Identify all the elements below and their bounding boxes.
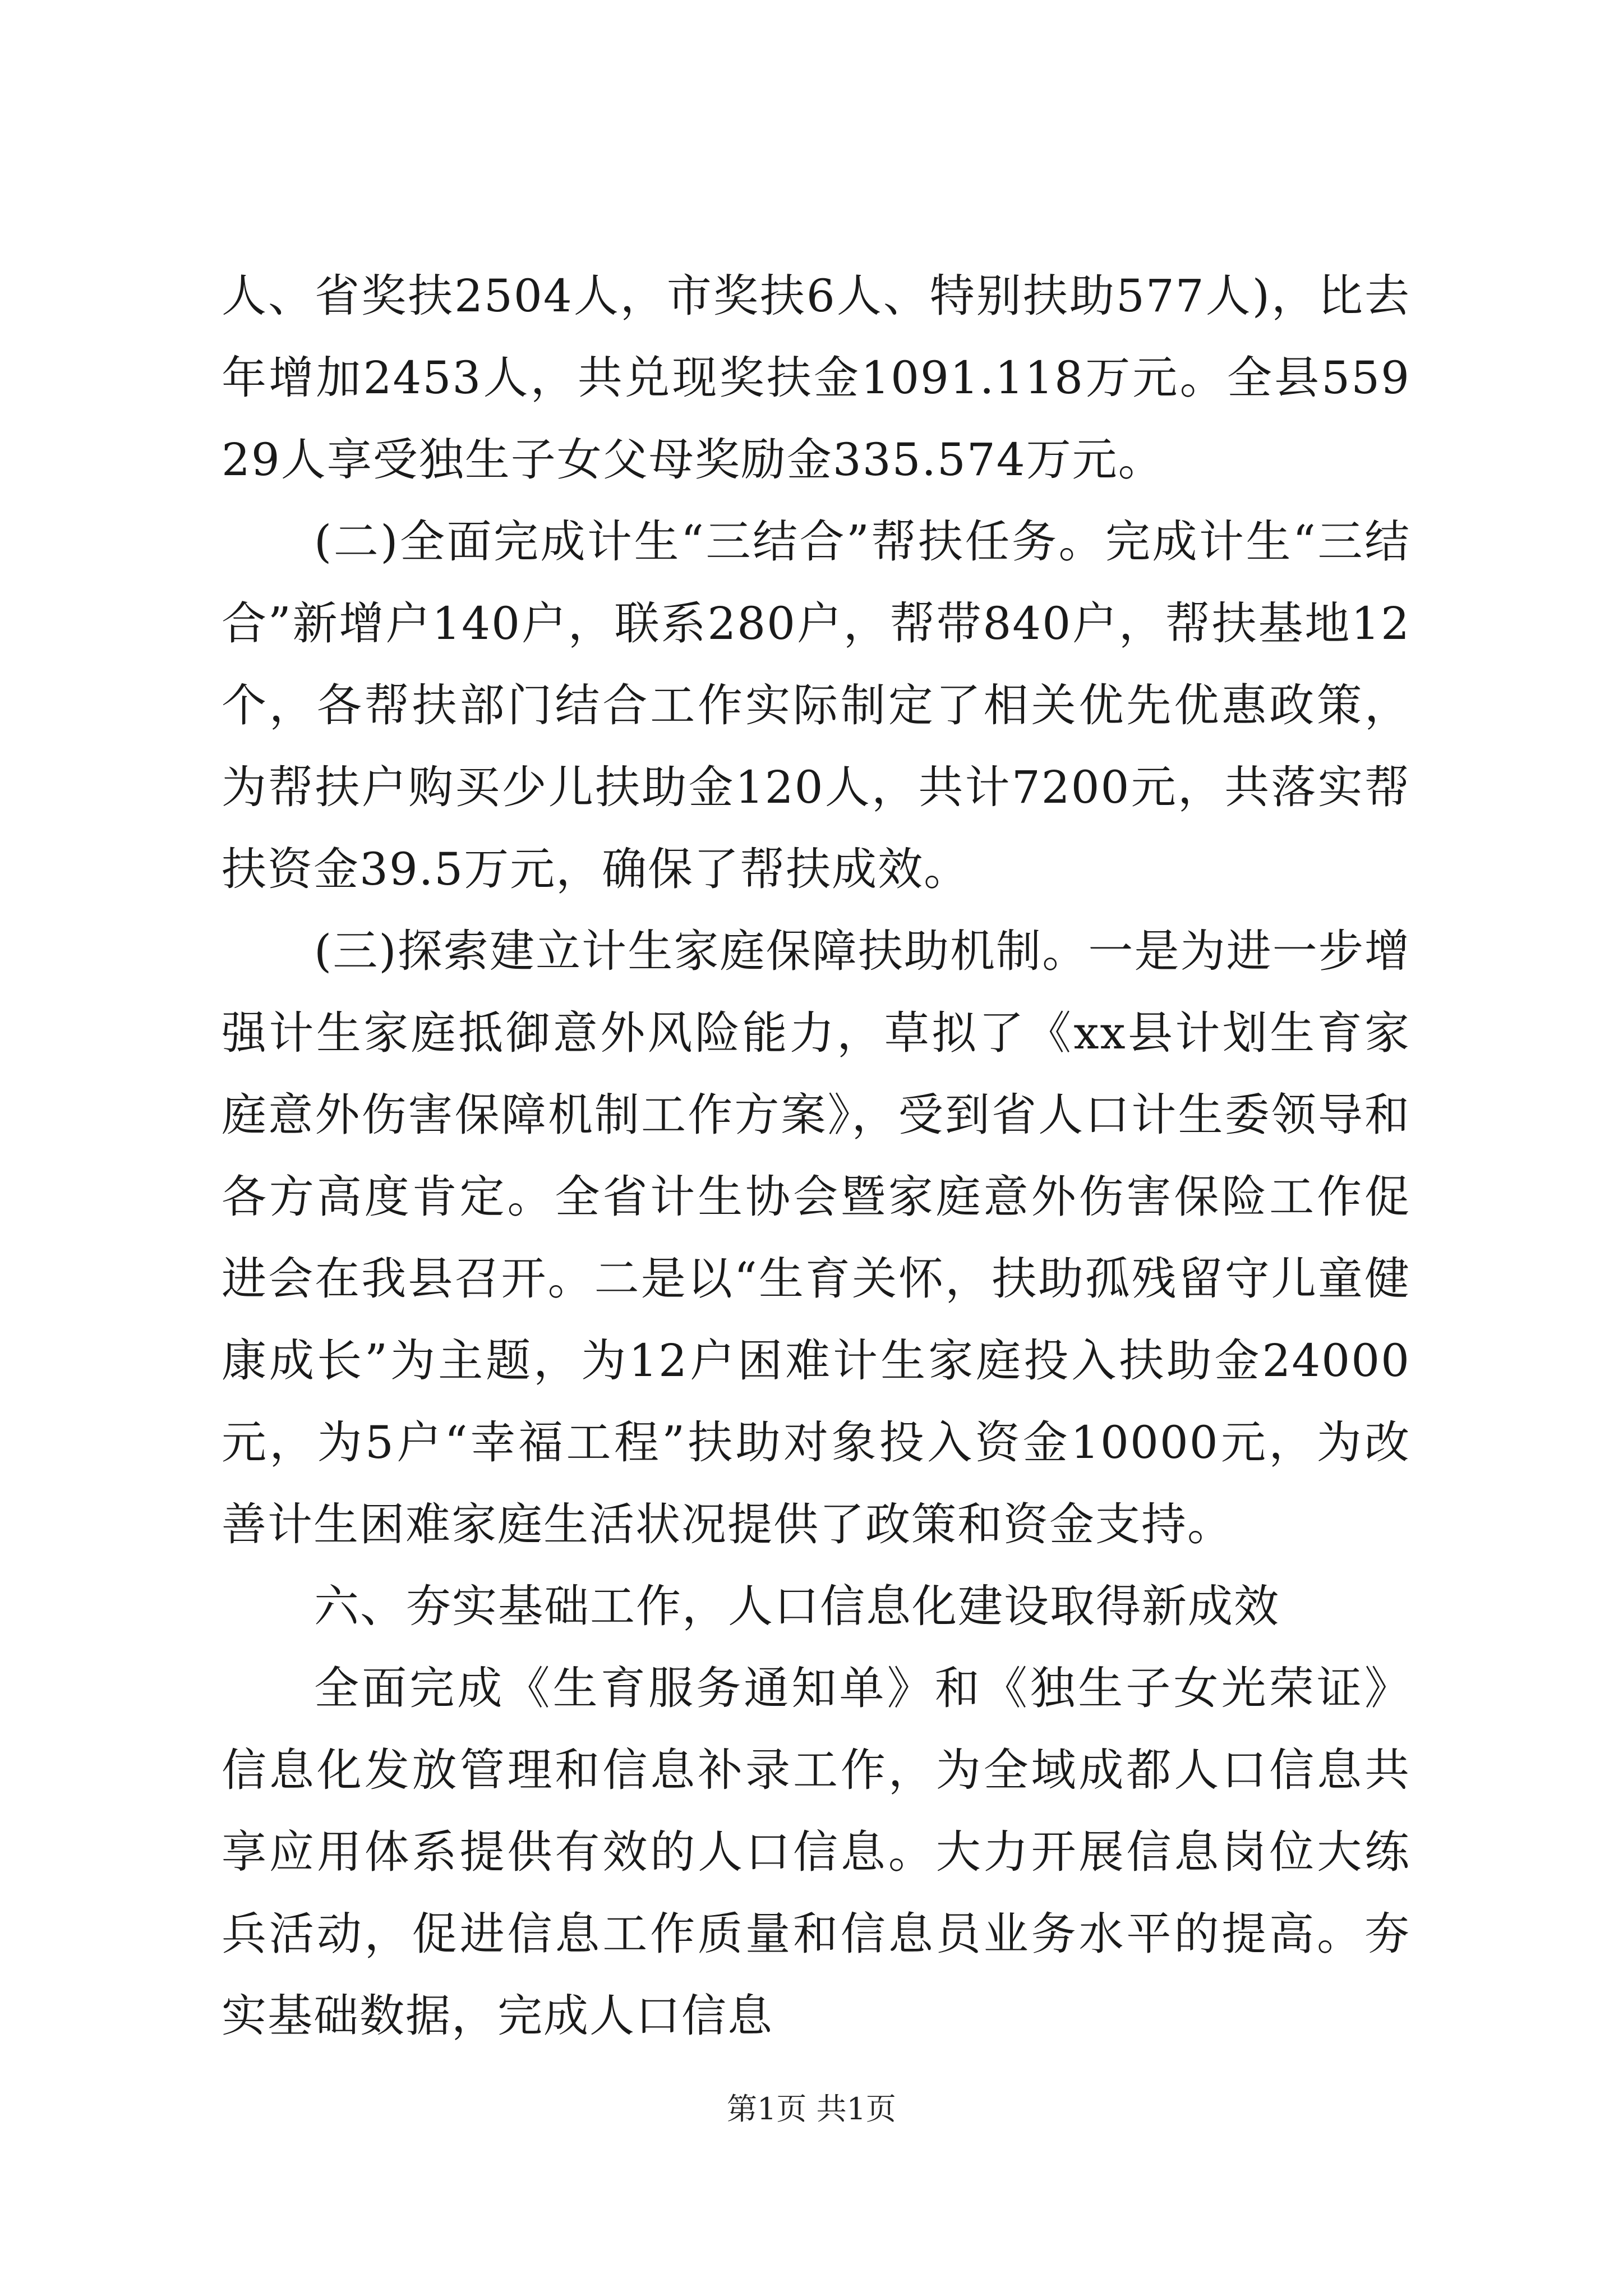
paragraph-family-security-mechanism: (三)探索建立计生家庭保障扶助机制。一是为进一步增强计生家庭抵御意外风险能力，草拟了《xx县计划生育家庭意外伤害保障机制工作方案》，受到省人口计生委领导和各方高度肯定。全省计生协会暨家庭意外伤害保险工作促进会在我县召开。二是以“生育关怀，扶助孤残留守儿童健康成长”为主题，为12户困难计生家庭投入扶助金24000元，为5户“幸福工程”扶助对象投入资金10000元，为改善计生困难家庭生活状况提供了政策和资金支持。 — [222, 925, 1410, 1550]
paragraph-information-work: 全面完成《生育服务通知单》和《独生子女光荣证》信息化发放管理和信息补录工作，为全域成都人口信息共享应用体系提供有效的人口信息。大力开展信息岗位大练兵活动，促进信息工作质量和信息员业务水平的提高。夯实基础数据，完成人口信息 — [222, 1662, 1410, 2042]
document-body — [222, 255, 1410, 2057]
page-number-footer: 第1页 共1页 — [727, 2091, 896, 2127]
paragraph-three-combination-assistance: (二)全面完成计生“三结合”帮扶任务。完成计生“三结合”新增户140户，联系280户，帮带840户，帮扶基地12个，各帮扶部门结合工作实际制定了相关优先优惠政策，为帮扶户购买少儿扶助金120人，共计7200元，共落实帮扶资金39.5万元，确保了帮扶成效。 — [222, 516, 1410, 895]
section-heading-six: 六、夯实基础工作，人口信息化建设取得新成效 — [314, 1580, 1280, 1632]
paragraph-reward-statistics: 人、省奖扶2504人，市奖扶6人、特别扶助577人)，比去年增加2453人，共兑现奖扶金1091.118万元。全县55929人享受独生子女父母奖励金335.574万元。 — [222, 270, 1410, 486]
